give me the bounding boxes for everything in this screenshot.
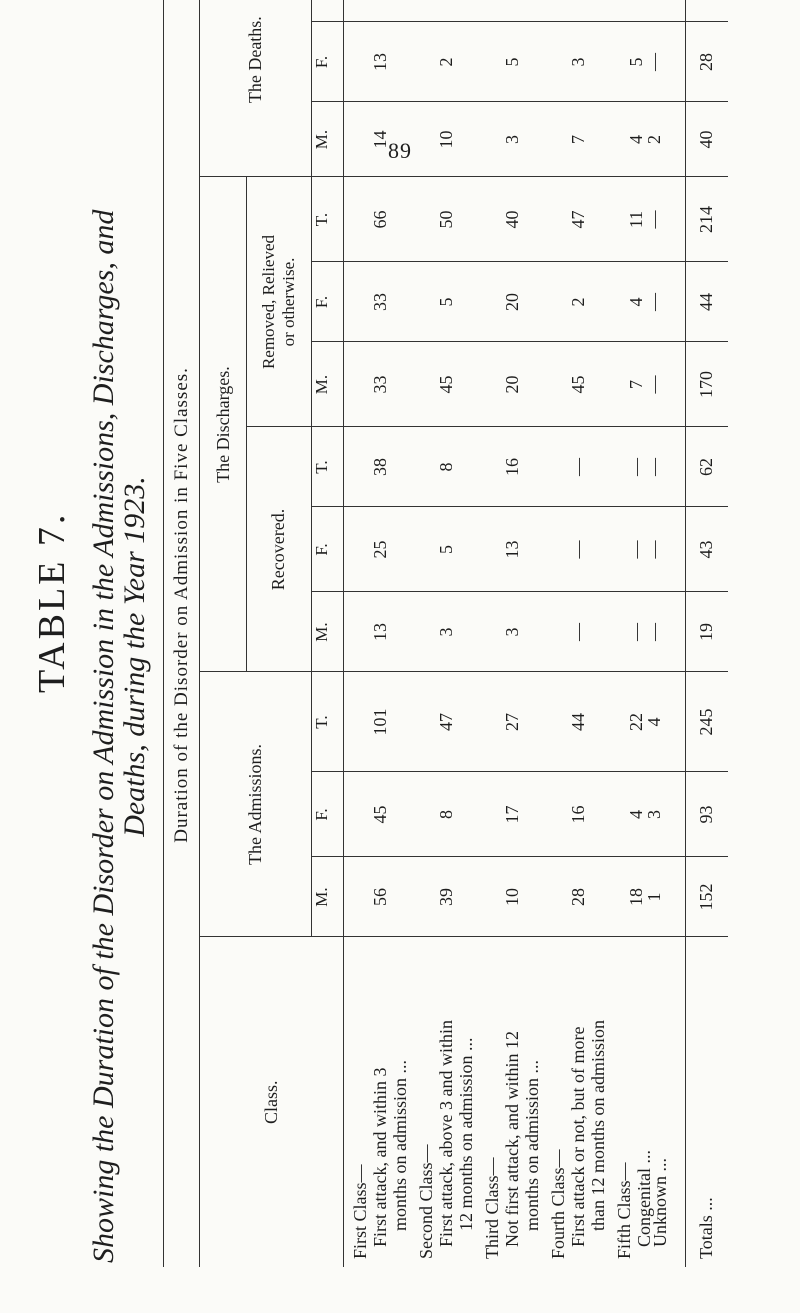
- cell: 44: [567, 713, 588, 731]
- recovered-header: Recovered.: [247, 427, 311, 672]
- class-3-line-1: Not first attack, and within 12: [501, 1031, 522, 1247]
- deaths-header: The Deaths.: [200, 0, 311, 177]
- total-cell: 214: [685, 177, 728, 262]
- class-header: Class.: [200, 937, 343, 1267]
- total-cell: [685, 0, 728, 22]
- class-5-line-2: Unknown ...: [649, 1158, 670, 1247]
- class-2-line-1: First attack, above 3 and within: [435, 1020, 456, 1247]
- cell: 13: [369, 623, 390, 641]
- deaths-t-col: [343, 0, 685, 22]
- cell: 66: [369, 210, 390, 229]
- cell: —: [643, 623, 664, 641]
- cell: 47: [567, 210, 588, 229]
- duration-table: [163, 0, 728, 1267]
- removed-f-col: [343, 262, 685, 342]
- cell: [436, 0, 457, 22]
- cell: 22: [625, 713, 646, 731]
- totals-row: [685, 0, 728, 1267]
- discharges-header: The Discharges.: [200, 177, 247, 672]
- total-cell: 170: [685, 342, 728, 427]
- cell: 45: [567, 375, 588, 394]
- cell: 5: [435, 545, 456, 554]
- cell: 8: [435, 810, 456, 819]
- cell: 3: [501, 627, 522, 637]
- t-header: T.: [311, 177, 343, 262]
- removed-t-col: [343, 177, 685, 262]
- cell: 2: [567, 297, 588, 307]
- total-cell: 28: [685, 22, 728, 102]
- deaths-f-col: [343, 22, 685, 102]
- cell: 1: [643, 892, 664, 902]
- total-cell: 44: [685, 262, 728, 342]
- cell: 2: [643, 135, 664, 144]
- m-header: M.: [311, 102, 343, 177]
- cell: [370, 0, 391, 22]
- admissions-m-col: [343, 857, 685, 937]
- admissions-f-col: [343, 772, 685, 857]
- cell: —: [567, 458, 588, 476]
- deaths-m-col: [343, 102, 685, 177]
- total-cell: 40: [685, 102, 728, 177]
- total-cell: 152: [685, 857, 728, 937]
- cell: [568, 0, 589, 22]
- cell: 13: [369, 53, 390, 71]
- cell: 33: [369, 375, 390, 394]
- cell: 5: [435, 297, 456, 307]
- total-cell: 62: [685, 427, 728, 507]
- cell: 14: [369, 130, 390, 149]
- f-header: F.: [311, 22, 343, 102]
- f-header: F.: [311, 262, 343, 342]
- cell: 16: [501, 458, 522, 476]
- cell: —: [643, 540, 664, 559]
- cell: 45: [435, 375, 456, 394]
- cell: 33: [369, 293, 390, 311]
- cell: —: [567, 540, 588, 559]
- removed-header-line-2: or otherwise.: [278, 257, 298, 347]
- class-2-title: Second Class—: [415, 1144, 436, 1259]
- cell: 28: [567, 888, 588, 906]
- total-cell: 93: [685, 772, 728, 857]
- cell: 10: [435, 130, 456, 149]
- f-header: F.: [311, 772, 343, 857]
- m-header: M.: [311, 857, 343, 937]
- cell: 39: [435, 888, 456, 906]
- class-5-line-1: Congenital ...: [633, 1150, 654, 1247]
- cell: —: [625, 623, 646, 641]
- caption-line-1: Showing the Duration of the Disorder on Admission in the Admissions, Discharges, and: [87, 209, 120, 1263]
- totals-label: Totals ...: [685, 937, 728, 1267]
- cell: 10: [501, 888, 522, 906]
- cell: 5: [625, 57, 646, 67]
- cell: —: [643, 210, 664, 229]
- cell: 20: [501, 293, 522, 311]
- cell: 27: [501, 713, 522, 731]
- t-header: T.: [311, 427, 343, 507]
- cell: —: [643, 293, 664, 311]
- total-cell: 19: [685, 592, 728, 672]
- removed-m-col: [343, 342, 685, 427]
- t-header: T.: [311, 672, 343, 772]
- cell: 101: [369, 708, 390, 736]
- class-1-title: First Class—: [349, 1164, 370, 1259]
- class-2-line-2: 12 months on admission ...: [455, 1037, 476, 1231]
- cell: —: [567, 623, 588, 641]
- cell: 2: [435, 57, 456, 67]
- cell: 3: [567, 57, 588, 67]
- cell: 7: [625, 380, 646, 389]
- class-3-line-2: months on admission ...: [521, 1059, 542, 1231]
- cell: —: [643, 458, 664, 476]
- cell: —: [625, 540, 646, 559]
- cell: 5: [501, 57, 522, 67]
- recovered-f-col: [343, 507, 685, 592]
- removed-header: [247, 177, 311, 427]
- cell: 4: [625, 810, 646, 819]
- cell: 4: [643, 717, 664, 727]
- cell: 50: [435, 210, 456, 229]
- cell: —: [643, 53, 664, 71]
- cell: 16: [567, 805, 588, 824]
- class-4-line-2: than 12 months on admission: [587, 1020, 608, 1231]
- admissions-t-col: [343, 672, 685, 772]
- cell: 38: [369, 458, 390, 476]
- class-1-line-1: First attack, and within 3: [369, 1067, 390, 1247]
- caption-line-2: Deaths, during the Year 1923.: [118, 476, 151, 837]
- page-number: 89: [388, 138, 412, 163]
- cell: 45: [369, 805, 390, 824]
- cell: [644, 0, 665, 22]
- cell: 20: [501, 375, 522, 394]
- cell: 4: [625, 135, 646, 144]
- cell: 4: [625, 297, 646, 307]
- cell: 25: [369, 540, 390, 559]
- table-label: TABLE 7.: [31, 511, 73, 693]
- cell: 3: [435, 627, 456, 637]
- f-header: F.: [311, 507, 343, 592]
- heading-strip: Duration of the Disorder on Admission in Five Classes.: [164, 0, 200, 1267]
- cell: 56: [369, 888, 390, 906]
- total-cell: 245: [685, 672, 728, 772]
- cell: 47: [435, 713, 456, 731]
- recovered-m-col: [343, 592, 685, 672]
- cell: 3: [501, 135, 522, 144]
- class-5-title: Fifth Class—: [613, 1162, 634, 1259]
- cell: 13: [501, 540, 522, 559]
- removed-header-line-1: Removed, Relieved: [258, 234, 278, 370]
- cell: —: [643, 375, 664, 394]
- class-4-line-1: First attack or not, but of more: [567, 1026, 588, 1247]
- cell: 7: [567, 135, 588, 144]
- class-3-title: Third Class—: [481, 1157, 502, 1259]
- cell: 8: [435, 462, 456, 472]
- t-header: [311, 0, 343, 22]
- m-header: M.: [311, 592, 343, 672]
- cell: 3: [643, 810, 664, 819]
- cell: —: [625, 458, 646, 476]
- recovered-t-col: [343, 427, 685, 507]
- cell: [502, 0, 523, 22]
- class-1-line-2: months on admission ...: [389, 1059, 410, 1231]
- cell: 18: [625, 888, 646, 906]
- total-cell: 43: [685, 507, 728, 592]
- admissions-header: The Admissions.: [200, 672, 311, 937]
- cell: 40: [501, 210, 522, 229]
- body-row: [343, 0, 685, 1267]
- m-header: M.: [311, 342, 343, 427]
- class-labels: [343, 937, 685, 1267]
- cell: 17: [501, 805, 522, 824]
- class-4-title: Fourth Class—: [547, 1149, 568, 1259]
- cell: 11: [625, 210, 646, 229]
